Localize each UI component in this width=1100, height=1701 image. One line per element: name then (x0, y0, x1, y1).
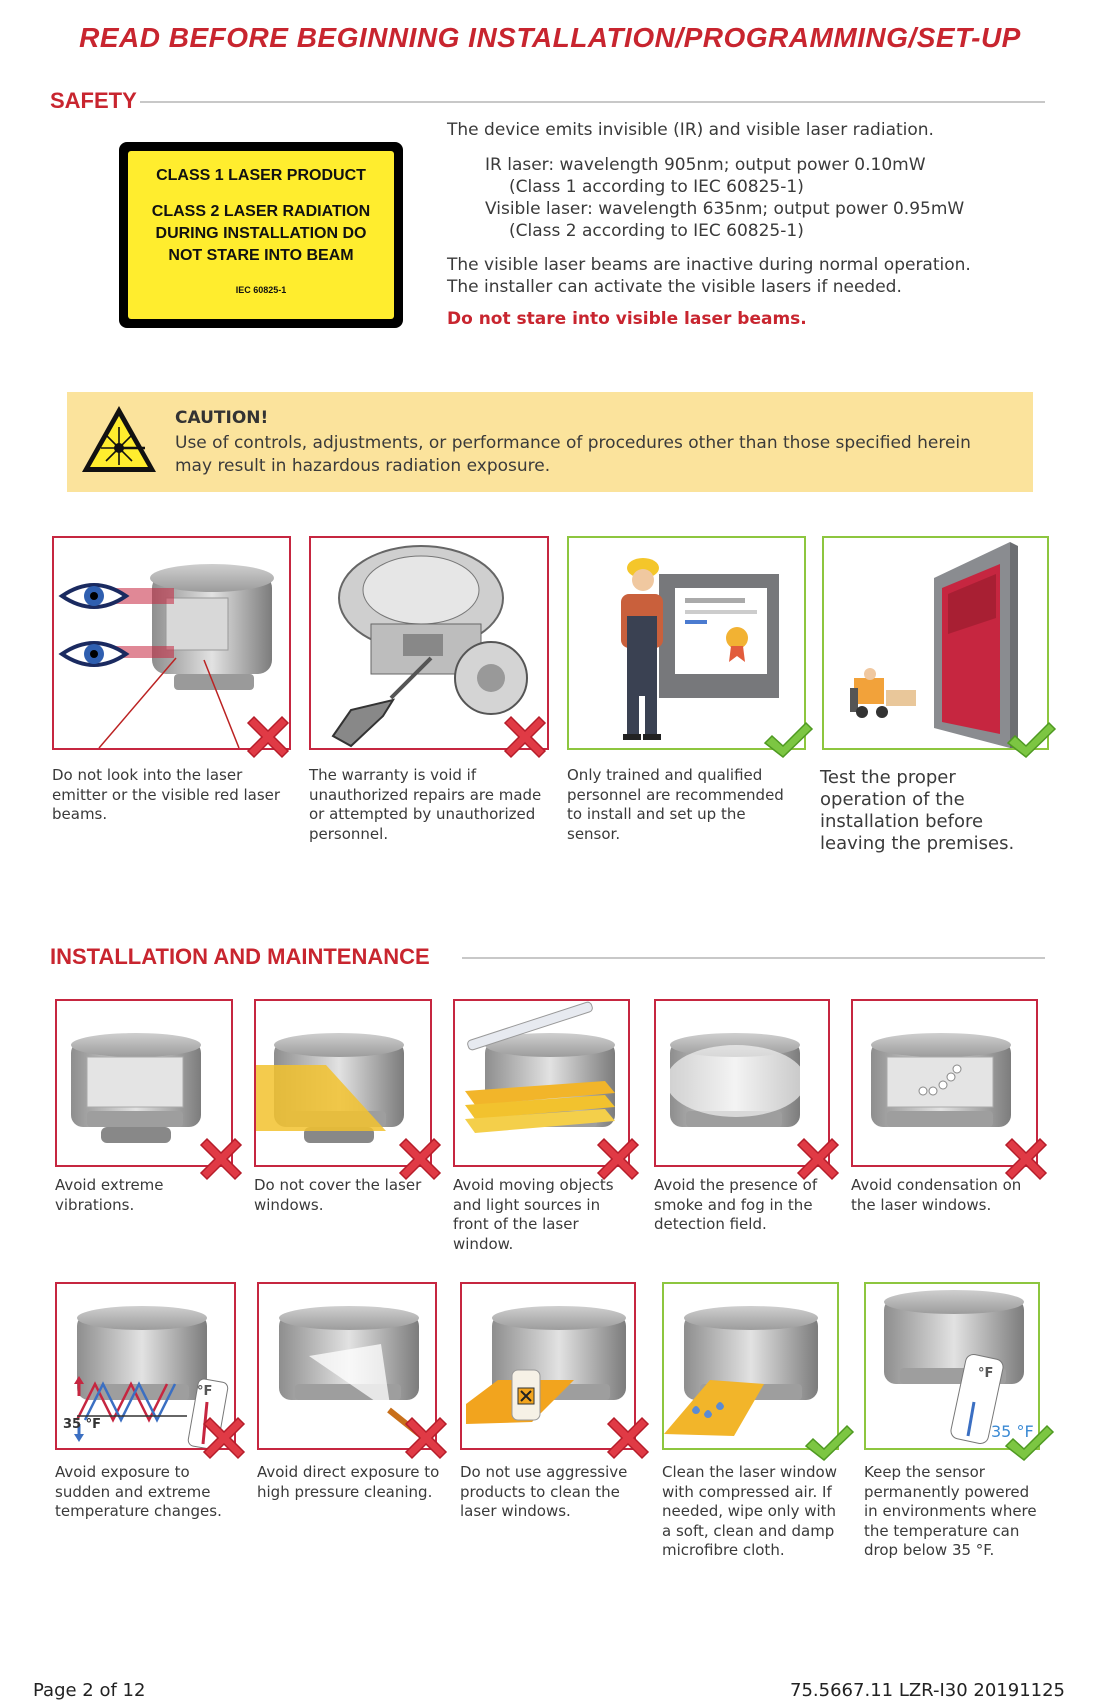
caption-temperature: Avoid exposure to sudden and extreme temperature changes. (55, 1463, 222, 1520)
thermometer-unit: °F (197, 1384, 213, 1399)
caption-clean-window: Clean the laser window with compressed air. If needed, wipe only with a soft, clean and damp microfibre cloth. (662, 1463, 837, 1559)
caption-test-operation: Test the proper operation of the installation before leaving the premises. (820, 767, 1015, 854)
label-standard: IEC 60825-1 (235, 285, 287, 295)
checkmark-icon (1005, 715, 1057, 767)
temp-label: 35 °F (63, 1417, 101, 1432)
wrong-cross-icon (499, 711, 551, 763)
caption-smoke-fog: Avoid the presence of smoke and fog in the detection field. (654, 1176, 818, 1233)
caption-do-not-look: Do not look into the laser emitter or the visible red laser beams. (52, 766, 281, 823)
caption-trained: Only trained and qualified personnel are recommended to install and set up the sensor. (567, 766, 784, 843)
label-line-class2: CLASS 2 LASER RADIATION DURING INSTALLATION DO NOT STARE INTO BEAM (151, 203, 371, 264)
caption-cover-windows: Do not cover the laser windows. (254, 1176, 422, 1214)
cold-temp-label: 35 °F (991, 1422, 1034, 1441)
label-line-class1: CLASS 1 LASER PRODUCT (156, 167, 366, 184)
laser-hazard-icon (79, 402, 159, 476)
safety-heading: SAFETY (50, 88, 137, 113)
checkmark-icon (762, 715, 814, 767)
laser-warning-label (119, 142, 403, 328)
installation-heading: INSTALLATION AND MAINTENANCE (50, 944, 430, 969)
caption-aggressive: Do not use aggressive products to clean the laser windows. (460, 1463, 628, 1520)
wrong-cross-icon (400, 1412, 452, 1464)
safety-rule (140, 101, 1045, 103)
wrong-cross-icon (242, 711, 294, 763)
caption-vibrations: Avoid extreme vibrations. (55, 1176, 164, 1214)
caption-moving-objects: Avoid moving objects and light sources in front of the laser window. (453, 1176, 614, 1253)
safety-note-activate: The installer can activate the visible lasers if needed. (447, 277, 902, 297)
page-number: Page 2 of 12 (33, 1680, 146, 1701)
thermometer-unit-cold: °F (978, 1366, 994, 1381)
safety-intro: The device emits invisible (IR) and visible laser radiation. (447, 120, 934, 140)
document-code: 75.5667.11 LZR-I30 20191125 (790, 1680, 1065, 1701)
safety-warning: Do not stare into visible laser beams. (447, 309, 807, 329)
page-title: READ BEFORE BEGINNING INSTALLATION/PROGRAMMING/SET-UP (79, 22, 1021, 53)
ir-laser-spec: IR laser: wavelength 905nm; output power 0.10mW (485, 155, 926, 175)
caption-warranty: The warranty is void if unauthorized repairs are made or attempted by unauthorized personnel. (309, 766, 542, 843)
visible-laser-spec: Visible laser: wavelength 635nm; output power 0.95mW (485, 199, 965, 219)
wrong-cross-icon (198, 1412, 250, 1464)
caution-text: Use of controls, adjustments, or performance of procedures other than those specified herein may result in hazardous radiation exposure. (175, 433, 971, 476)
caption-keep-powered: Keep the sensor permanently powered in environments where the temperature can drop below 35 °F. (864, 1463, 1037, 1559)
caption-condensation: Avoid condensation on the laser windows. (851, 1176, 1022, 1214)
caution-box (67, 392, 1033, 492)
caption-high-pressure: Avoid direct exposure to high pressure cleaning. (257, 1463, 440, 1501)
ir-laser-class: (Class 1 according to IEC 60825-1) (509, 177, 804, 197)
installation-rule (462, 957, 1045, 959)
visible-laser-class: (Class 2 according to IEC 60825-1) (509, 221, 804, 241)
eye-icon (62, 585, 126, 607)
caution-title: CAUTION! (175, 408, 269, 428)
wrong-cross-icon (602, 1412, 654, 1464)
safety-note-inactive: The visible laser beams are inactive during normal operation. (447, 255, 971, 275)
